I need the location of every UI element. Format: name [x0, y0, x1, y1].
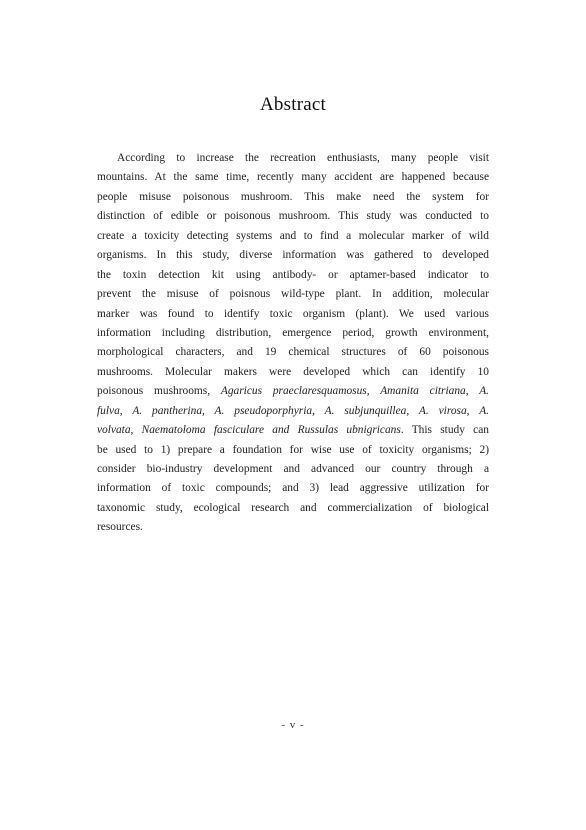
line-text: . This study can	[400, 424, 489, 437]
paragraph-line	[97, 168, 489, 187]
species-name-text: volvata, Naematoloma fasciculare and Russulas ubnigricans	[97, 424, 401, 437]
paragraph-line	[97, 402, 489, 421]
page-number: - v -	[281, 719, 305, 731]
paragraph-line	[97, 363, 489, 382]
paragraph-line	[97, 188, 489, 207]
paragraph-line	[97, 460, 489, 479]
line-text: people misuse poisonous mushroom. This make need the system for	[97, 190, 489, 203]
line-text: prevent the misuse of poisnous wild-type plant. In addition, molecular	[97, 288, 489, 301]
abstract-body	[97, 149, 489, 538]
paragraph-line	[97, 149, 489, 168]
line-text: consider bio-industry development and advanced our country through a	[97, 463, 489, 475]
line-text: According to increase the recreation enthusiasts, many people visit	[117, 152, 489, 164]
line-text: resources.	[97, 521, 143, 534]
paragraph-line	[97, 207, 489, 226]
abstract-title: Abstract	[260, 94, 326, 115]
paragraph-line	[97, 285, 489, 304]
paragraph-line	[97, 227, 489, 246]
paragraph-line	[97, 479, 489, 498]
line-text: information of toxic compounds; and 3) lead aggressive utilization for	[97, 482, 489, 495]
paragraph-line	[97, 266, 489, 285]
line-text: information including distribution, emergence period, growth environment,	[97, 326, 489, 339]
paragraph-line	[97, 518, 489, 537]
paragraph-line	[97, 382, 489, 401]
species-name-text: Agaricus praeclaresquamosus, Amanita citriana, A.	[220, 385, 489, 398]
line-text: poisonous mushrooms,	[97, 385, 221, 398]
paragraph-line	[97, 246, 489, 265]
paragraph-line	[97, 441, 489, 460]
paragraph-line	[97, 324, 489, 343]
species-name-text: fulva, A. pantherina, A. pseudoporphyria, A. subjunquillea, A. virosa, A.	[97, 404, 489, 417]
line-text: the toxin detection kit using antibody- or aptamer-based indicator to	[97, 268, 489, 281]
paragraph-line	[97, 421, 489, 440]
line-text: mountains. At the same time, recently many accident are happened because	[97, 171, 489, 184]
line-text: be used to 1) prepare a foundation for wise use of toxicity organisms; 2)	[97, 443, 489, 456]
line-text: marker was found to identify toxic organism (plant). We used various	[97, 307, 489, 320]
line-text: morphological characters, and 19 chemical structures of 60 poisonous	[97, 346, 489, 359]
paragraph-line	[97, 305, 489, 324]
line-text: organisms. In this study, diverse information was gathered to developed	[97, 249, 489, 262]
paragraph-line	[97, 343, 489, 362]
line-text: taxonomic study, ecological research and commercialization of biological	[97, 501, 489, 514]
line-text: distinction of edible or poisonous mushroom. This study was conducted to	[97, 210, 489, 223]
line-text: create a toxicity detecting systems and to find a molecular marker of wild	[97, 229, 489, 242]
line-text: mushrooms. Molecular makers were developed which can identify 10	[97, 365, 489, 378]
paragraph-line	[97, 499, 489, 518]
